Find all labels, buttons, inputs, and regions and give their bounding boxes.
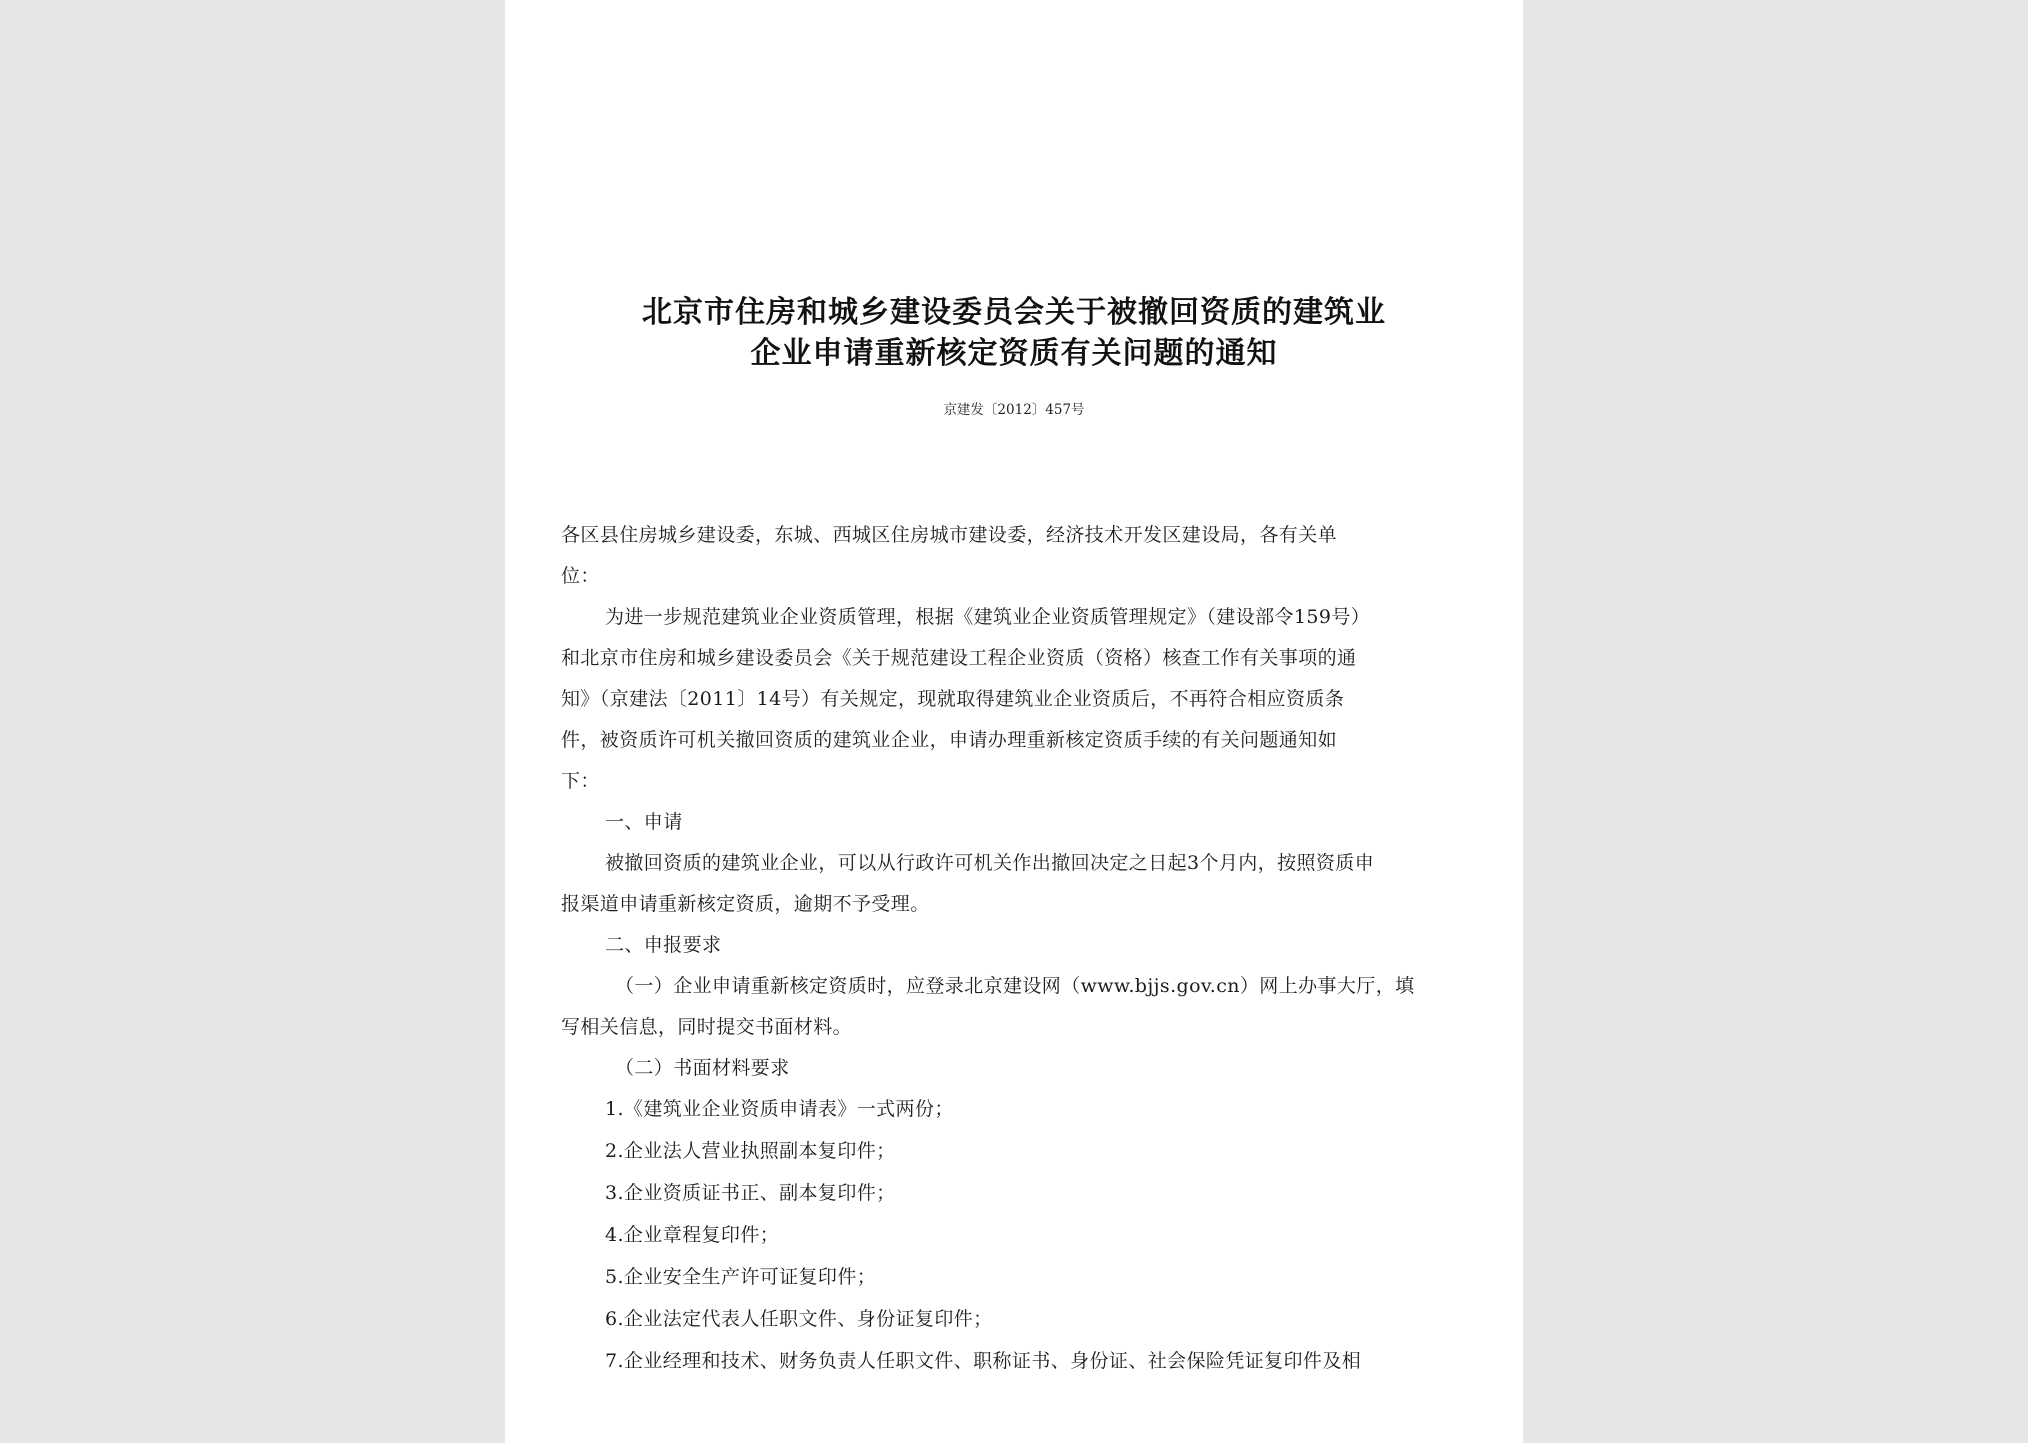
body-line: 件，被资质许可机关撤回资质的建筑业企业，申请办理重新核定资质手续的有关问题通知如 xyxy=(561,729,1338,751)
document-title-line-1: 北京市住房和城乡建设委员会关于被撤回资质的建筑业 xyxy=(642,295,1386,330)
body-line: 和北京市住房和城乡建设委员会《关于规范建设工程企业资质（资格）核查工作有关事项的通 xyxy=(561,647,1357,669)
list-item: 5.企业安全生产许可证复印件； xyxy=(605,1266,877,1288)
section-heading: 二、申报要求 xyxy=(605,934,722,956)
section-heading: 一、申请 xyxy=(605,811,683,833)
list-item: 3.企业资质证书正、副本复印件； xyxy=(605,1182,896,1204)
body-line: 写相关信息，同时提交书面材料。 xyxy=(561,1016,853,1038)
body-line: 下： xyxy=(561,770,600,792)
list-item: 1.《建筑业企业资质申请表》一式两份； xyxy=(605,1098,954,1120)
body-line: 报渠道申请重新核定资质，逾期不予受理。 xyxy=(561,893,930,915)
list-item: 6.企业法定代表人任职文件、身份证复印件； xyxy=(605,1308,993,1330)
document-number: 京建发〔2012〕457号 xyxy=(943,402,1085,418)
list-item: 4.企业章程复印件； xyxy=(605,1224,780,1246)
body-line: 知》（京建法〔2011〕14号）有关规定，现就取得建筑业企业资质后，不再符合相应资质条 xyxy=(561,688,1345,710)
body-line: 为进一步规范建筑业企业资质管理，根据《建筑业企业资质管理规定》（建设部令159号） xyxy=(605,606,1371,628)
body-line: （一）企业申请重新核定资质时，应登录北京建设网（www.bjjs.gov.cn）网上办事大厅，填 xyxy=(615,975,1415,997)
subsection-heading: （二）书面材料要求 xyxy=(615,1057,790,1079)
body-line: 各区县住房城乡建设委，东城、西城区住房城市建设委，经济技术开发区建设局，各有关单 xyxy=(561,524,1338,546)
body-line: 位： xyxy=(561,565,600,587)
body-line: 被撤回资质的建筑业企业，可以从行政许可机关作出撤回决定之日起3个月内，按照资质申 xyxy=(605,852,1375,874)
list-item: 2.企业法人营业执照副本复印件； xyxy=(605,1140,896,1162)
document-page xyxy=(505,0,1523,1443)
document-title-line-2: 企业申请重新核定资质有关问题的通知 xyxy=(750,336,1278,371)
list-item: 7.企业经理和技术、财务负责人任职文件、职称证书、身份证、社会保险凭证复印件及相 xyxy=(605,1350,1362,1372)
